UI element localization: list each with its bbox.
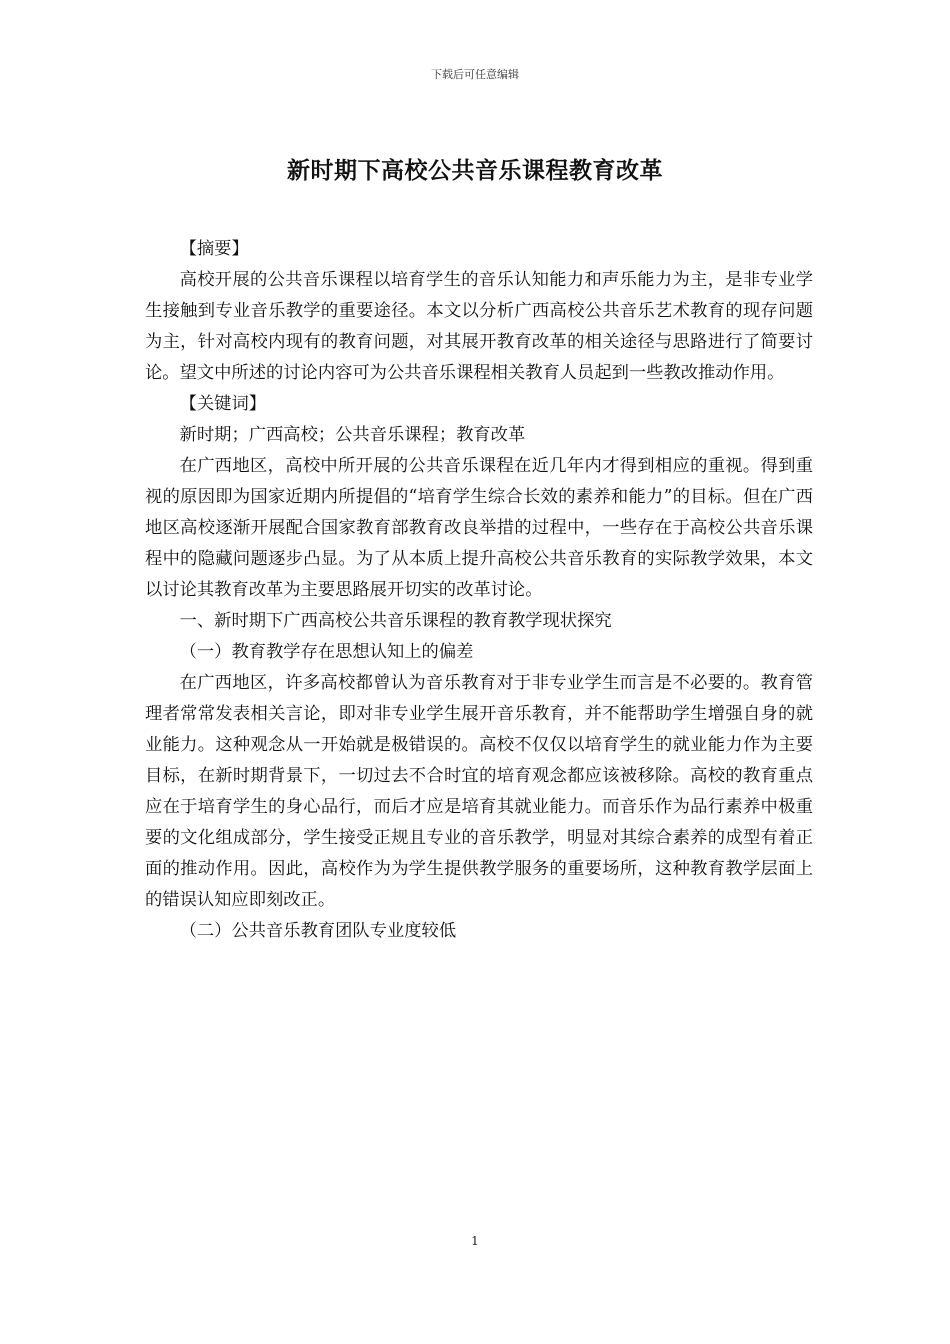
header-note: 下载后可任意编辑 [431,68,519,81]
subsection-heading: （一）教育教学存在思想认知上的偏差 [179,642,474,662]
subsection-paragraph: 在广西地区，许多高校都曾认为音乐教育对于非专业学生而言是不必要的。教育管理者常常发表相关言论，即对非专业学生展开音乐教育，并不能帮助学生增强自身的就业能力。这种观念从一开始就是极错误的。高校不仅仅以培育学生的就业能力作为主要目标，在新时期背景下，一切过去不合时宜的培育观念都应该被移除。高校的教育重点应在于培育学生的身心品行，而后才应是培育其就业能力。而音乐作为品行素养中极重要的文化组成部分，学生接受正规且专业的音乐教学，明显对其综合素养的成型有着正面的推动作用。因此，高校作为为学生提供教学服务的重要场所，这种教育教学层面上的错误认知应即刻改正。 [145,673,813,910]
subsection-heading: （二）公共音乐教育团队专业度较低 [179,921,457,941]
intro-paragraph: 在广西地区，高校中所开展的公共音乐课程在近几年内才得到相应的重视。得到重视的原因即为国家近期内所提倡的“培育学生综合长效的素养和能力”的目标。但在广西地区高校逐渐开展配合国家教育部教育改良举措的过程中，一些存在于高校公共音乐课程中的隐藏问题逐步凸显。为了从本质上提升高校公共音乐教育的实际教学效果，本文以讨论其教育改革为主要思路展开切实的改革讨论。 [145,456,813,600]
document-title: 新时期下高校公共音乐课程教育改革 [287,158,663,184]
abstract-paragraph: 高校开展的公共音乐课程以培育学生的音乐认知能力和声乐能力为主，是非专业学生接触到专业音乐教学的重要途径。本文以分析广西高校公共音乐艺术教育的现存问题为主，针对高校内现有的教育问题，对其展开教育改革的相关途径与思路进行了简要讨论。望文中所述的讨论内容可为公共音乐课程相关教育人员起到一些教改推动作用。 [145,270,813,383]
section-heading: 一、新时期下广西高校公共音乐课程的教育教学现状探究 [179,611,612,631]
abstract-label: 【摘要】 [179,239,249,259]
keywords-paragraph: 新时期；广西高校；公共音乐课程；教育改革 [179,425,526,445]
document-body [145,234,813,947]
keywords-label: 【关键词】 [179,394,267,414]
page-number: 1 [471,1234,479,1248]
